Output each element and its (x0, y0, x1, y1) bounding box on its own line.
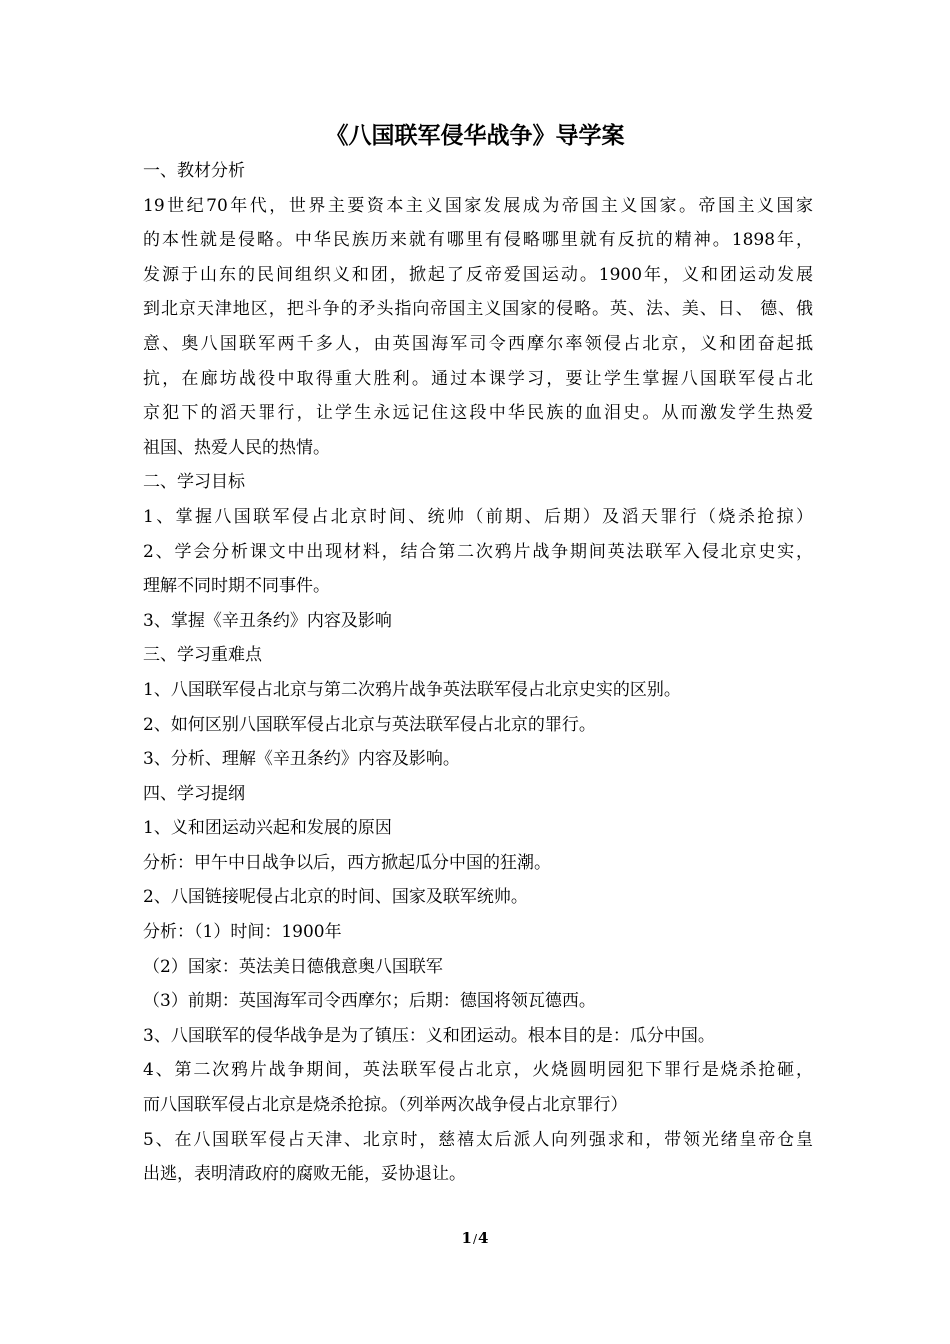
text-line: 意、奥八国联军两千多人，由英国海军司令西摩尔率领侵占北京，义和团奋起抵 (143, 333, 813, 354)
text-line: 1、八国联军侵占北京与第二次鸦片战争英法联军侵占北京史实的区别。 (143, 679, 681, 700)
text-line: 三、学习重难点 (143, 645, 262, 666)
text-line: 3、分析、理解《辛丑条约》内容及影响。 (143, 749, 460, 770)
page-total: 4 (478, 1229, 489, 1247)
text-line: 理解不同时期不同事件。 (143, 576, 330, 597)
text-line: 1、掌握八国联军侵占北京时间、统帅（前期、后期）及滔天罪行（烧杀抢掠） (143, 506, 813, 527)
text-line: 四、学习提纲 (143, 783, 245, 804)
page-current: 1 (461, 1229, 472, 1247)
text-line: 的本性就是侵略。中华民族历来就有哪里有侵略哪里就有反抗的精神。1898年， (143, 230, 813, 251)
page-separator: / (472, 1232, 478, 1246)
text-line: （3）前期：英国海军司令西摩尔；后期：德国将领瓦德西。 (143, 991, 596, 1012)
text-line: 4、第二次鸦片战争期间，英法联军侵占北京，火烧圆明园犯下罪行是烧杀抢砸， (143, 1060, 813, 1081)
text-line: 分析：（1）时间：1900年 (143, 922, 342, 943)
text-line: （2）国家：英法美日德俄意奥八国联军 (143, 956, 443, 977)
text-line: 3、八国联军的侵华战争是为了镇压：义和团运动。根本目的是：瓜分中国。 (143, 1025, 715, 1046)
text-line: 而八国联军侵占北京是烧杀抢掠。（列举两次战争侵占北京罪行） (143, 1095, 628, 1116)
text-line: 2、八国链接呢侵占北京的时间、国家及联军统帅。 (143, 887, 528, 908)
text-line: 一、教材分析 (143, 161, 245, 181)
text-line: 出逃，表明清政府的腐败无能，妥协退让。 (143, 1164, 466, 1185)
document-title: 《八国联军侵华战争》导学案 (325, 123, 625, 149)
text-line: 2、如何区别八国联军侵占北京与英法联军侵占北京的罪行。 (143, 714, 596, 735)
document-body (143, 154, 813, 1192)
text-line: 到北京天津地区，把斗争的矛头指向帝国主义国家的侵略。英、法、美、日、 德、俄 (143, 299, 813, 320)
text-line: 二、学习目标 (143, 472, 245, 493)
text-line: 5、在八国联军侵占天津、北京时，慈禧太后派人向列强求和，带领光绪皇帝仓皇 (143, 1129, 813, 1150)
text-line: 19世纪70年代，世界主要资本主义国家发展成为帝国主义国家。帝国主义国家 (143, 195, 813, 216)
text-line: 京犯下的滔天罪行，让学生永远记住这段中华民族的血泪史。从而激发学生热爱 (143, 403, 813, 424)
text-line: 发源于山东的民间组织义和团，掀起了反帝爱国运动。1900年，义和团运动发展 (143, 264, 813, 285)
text-line: 1、义和团运动兴起和发展的原因 (143, 818, 392, 839)
text-line: 祖国、热爱人民的热情。 (143, 437, 330, 458)
text-line: 抗，在廊坊战役中取得重大胜利。通过本课学习，要让学生掌握八国联军侵占北 (143, 368, 813, 389)
text-line: 分析：甲午中日战争以后，西方掀起瓜分中国的狂潮。 (143, 852, 551, 873)
page-number (0, 1226, 950, 1251)
text-line: 2、学会分析课文中出现材料，结合第二次鸦片战争期间英法联军入侵北京史实， (143, 541, 813, 562)
text-line: 3、掌握《辛丑条约》内容及影响 (143, 610, 392, 631)
